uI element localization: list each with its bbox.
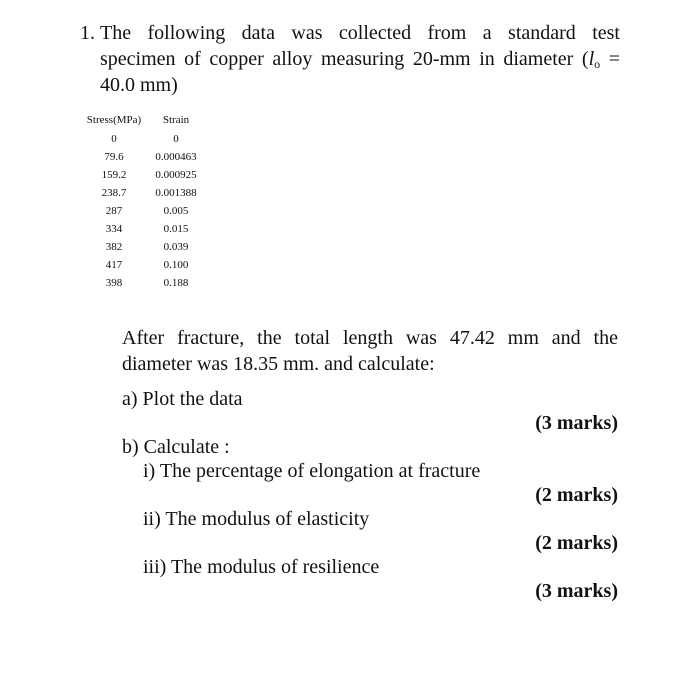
stress-cell: 334 [105, 223, 123, 235]
stress-cell: 0 [111, 133, 117, 145]
table-row [80, 238, 204, 256]
part-b-i-marks: (2 marks) [535, 484, 618, 506]
question-text-line-1: The following data was collected from a standard test [100, 22, 620, 44]
table-row [80, 274, 204, 292]
strain-cell: 0.188 [163, 277, 189, 289]
strain-cell: 0.001388 [155, 187, 197, 199]
strain-cell: 0.005 [163, 205, 189, 217]
header-stress: Stress(MPa) [86, 114, 142, 126]
part-b-ii-text: ii) The modulus of elasticity [143, 508, 370, 530]
stress-cell: 398 [105, 277, 123, 289]
stress-cell: 382 [105, 241, 123, 253]
after-fracture-line-1: After fracture, the total length was 47.42 mm and the [122, 327, 618, 349]
table-row [80, 256, 204, 274]
part-b-iii-text: iii) The modulus of resilience [143, 556, 380, 578]
table-row [80, 166, 204, 184]
table-row [80, 148, 204, 166]
strain-cell: 0.015 [163, 223, 189, 235]
question-text-line-2-prefix: specimen of copper alloy measuring 20-mm in diameter ( [100, 48, 589, 70]
strain-cell: 0 [173, 133, 179, 145]
strain-cell: 0.039 [163, 241, 189, 253]
initial-length-symbol [589, 48, 601, 70]
strain-cell: 0.100 [163, 259, 189, 271]
table-header-row [80, 110, 204, 130]
part-a-marks: (3 marks) [535, 412, 618, 434]
stress-cell: 287 [105, 205, 123, 217]
stress-cell: 159.2 [101, 169, 127, 181]
after-fracture-line-2: diameter was 18.35 mm. and calculate: [122, 353, 435, 375]
stress-cell: 417 [105, 259, 123, 271]
header-strain: Strain [162, 114, 190, 126]
table-row [80, 130, 204, 148]
initial-length-letter: l [588, 48, 595, 70]
part-b-i-text: i) The percentage of elongation at fracture [143, 460, 481, 482]
strain-cell: 0.000463 [155, 151, 197, 163]
stress-strain-table [80, 110, 204, 292]
table-row [80, 184, 204, 202]
stress-cell: 238.7 [101, 187, 127, 199]
question-text-line-2-suffix: = [600, 48, 620, 70]
table-row [80, 220, 204, 238]
initial-length-subscript: o [594, 57, 601, 71]
part-b-label: b) Calculate : [122, 436, 230, 458]
part-b-ii-marks: (2 marks) [535, 532, 618, 554]
question-text-line-3: 40.0 mm) [100, 74, 178, 96]
strain-cell: 0.000925 [155, 169, 197, 181]
table-row [80, 202, 204, 220]
question-number: 1. [80, 22, 95, 44]
part-a-label: a) Plot the data [122, 388, 243, 410]
stress-cell: 79.6 [104, 151, 124, 163]
part-b-iii-marks: (3 marks) [535, 580, 618, 602]
